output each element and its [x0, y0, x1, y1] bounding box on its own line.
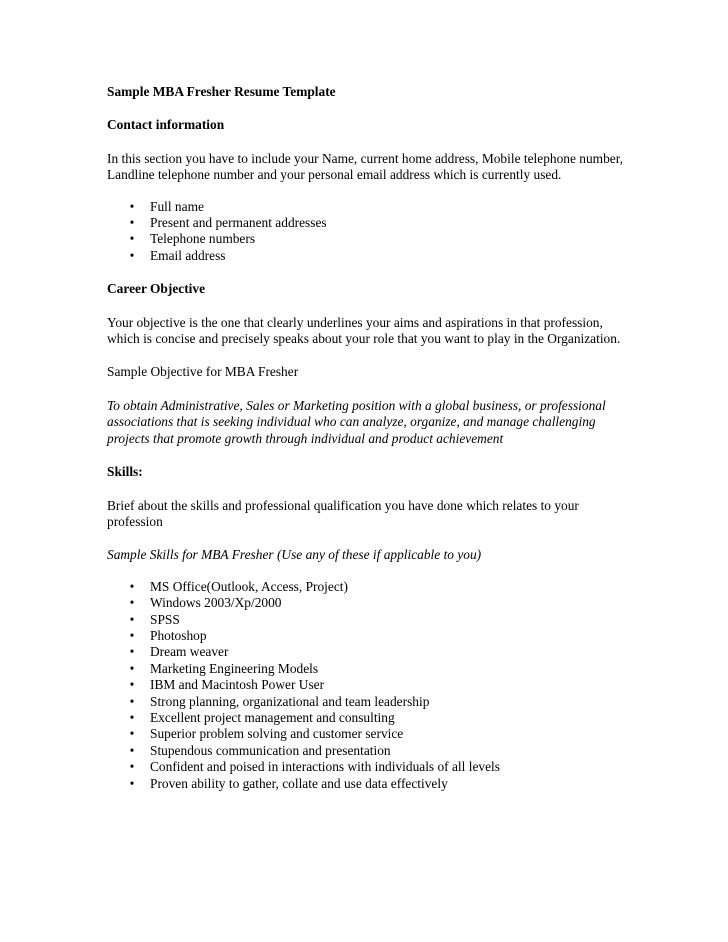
bullet-icon: •	[129, 677, 135, 693]
list-item-text: MS Office(Outlook, Access, Project)	[150, 578, 348, 594]
list-item	[107, 694, 627, 710]
skills-heading: Skills:	[107, 464, 143, 480]
list-item	[107, 612, 627, 628]
list-item-text: IBM and Macintosh Power User	[150, 677, 325, 693]
contact-list	[107, 199, 627, 265]
list-item	[107, 759, 627, 775]
contact-body: In this section you have to include your Name, current home address, Mobile telephone number, Landline telephone number and your personal email address which is currently used.	[107, 150, 623, 183]
list-item-text: Marketing Engineering Models	[150, 660, 319, 676]
list-item	[107, 215, 627, 231]
bullet-icon: •	[129, 627, 135, 643]
list-item-text: Superior problem solving and customer service	[150, 726, 404, 742]
skills-body: Brief about the skills and professional qualification you have done which relates to your profession	[107, 497, 579, 529]
list-item	[107, 743, 627, 759]
sample-skills-heading: Sample Skills for MBA Fresher (Use any of these if applicable to you)	[107, 547, 482, 563]
bullet-icon: •	[129, 742, 135, 758]
list-item-text: Proven ability to gather, collate and use data effectively	[150, 775, 448, 791]
list-item	[107, 248, 627, 264]
list-item	[107, 644, 627, 660]
list-item	[107, 776, 627, 792]
bullet-icon: •	[129, 775, 135, 791]
objective-heading: Career Objective	[107, 281, 206, 297]
list-item	[107, 628, 627, 644]
bullet-icon: •	[129, 231, 135, 247]
bullet-icon: •	[129, 595, 135, 611]
skills-list	[107, 579, 627, 792]
list-item-text: Excellent project management and consulting	[150, 709, 395, 725]
list-item-text: Present and permanent addresses	[150, 215, 327, 231]
bullet-icon: •	[129, 611, 135, 627]
list-item-text: Email address	[150, 247, 226, 263]
list-item	[107, 661, 627, 677]
list-item-text: SPSS	[150, 611, 180, 627]
list-item	[107, 231, 627, 247]
list-item-text: Telephone numbers	[150, 231, 256, 247]
objective-body: Your objective is the one that clearly underlines your aims and aspirations in that profession, which is concise and precisely speaks about your role that you want to play in the Organization.	[107, 314, 621, 347]
bullet-icon: •	[129, 726, 135, 742]
contact-heading: Contact information	[107, 117, 225, 133]
bullet-icon: •	[129, 660, 135, 676]
bullet-icon: •	[129, 709, 135, 725]
list-item-text: Windows 2003/Xp/2000	[150, 595, 282, 611]
bullet-icon: •	[129, 693, 135, 709]
list-item-text: Dream weaver	[150, 644, 229, 660]
bullet-icon: •	[129, 644, 135, 660]
sample-objective-heading: Sample Objective for MBA Fresher	[107, 364, 299, 380]
bullet-icon: •	[129, 759, 135, 775]
bullet-icon: •	[129, 215, 135, 231]
list-item	[107, 595, 627, 611]
bullet-icon: •	[129, 198, 135, 214]
bullet-icon: •	[129, 247, 135, 263]
list-item-text: Strong planning, organizational and team leadership	[150, 693, 430, 709]
list-item	[107, 579, 627, 595]
list-item	[107, 677, 627, 693]
list-item-text: Confident and poised in interactions with individuals of all levels	[150, 759, 500, 775]
list-item-text: Stupendous communication and presentation	[150, 742, 391, 758]
bullet-icon: •	[129, 578, 135, 594]
list-item-text: Photoshop	[150, 627, 207, 643]
document-page	[107, 84, 627, 792]
sample-objective-text: To obtain Administrative, Sales or Marketing position with a global business, or professional associations that is seeking individual who can analyze, organize, and manage challenging projects that promote growth through individual and product achievement	[107, 397, 606, 446]
list-item	[107, 726, 627, 742]
list-item-text: Full name	[150, 198, 204, 214]
list-item	[107, 710, 627, 726]
list-item	[107, 199, 627, 215]
document-title: Sample MBA Fresher Resume Template	[107, 84, 336, 99]
